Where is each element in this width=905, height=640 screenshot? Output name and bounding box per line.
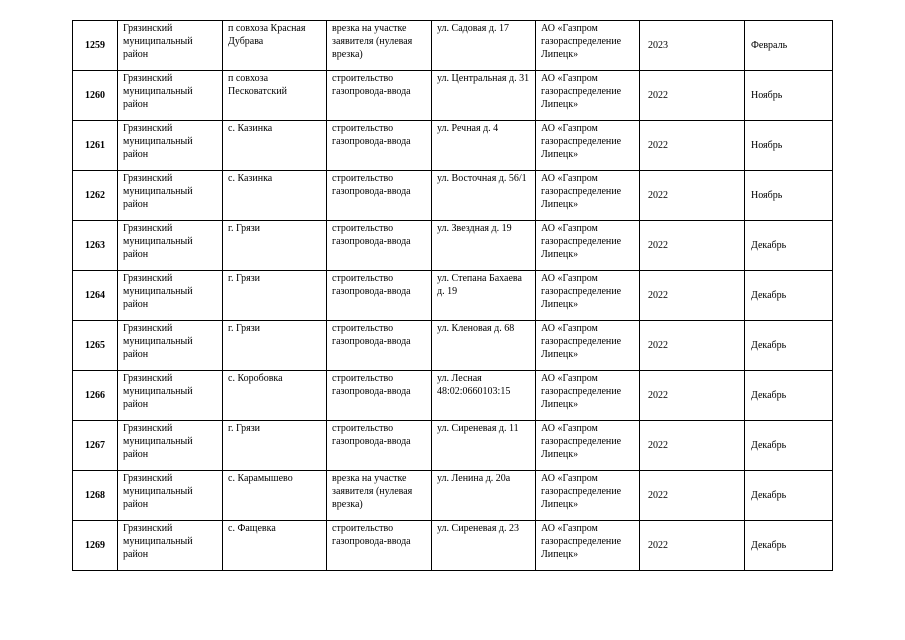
month-cell: Ноябрь [745,71,833,121]
district-cell: Грязинский муниципальный район [118,321,223,371]
address-cell: ул. Сиреневая д. 11 [432,421,536,471]
row-number: 1260 [73,71,118,121]
organization-cell: АО «Газпром газораспределение Липецк» [536,171,640,221]
row-number: 1266 [73,371,118,421]
year-cell: 2022 [640,221,745,271]
work-type-cell: строительство газопровода-ввода [327,171,432,221]
row-number: 1263 [73,221,118,271]
locality-cell: с. Коробовка [223,371,327,421]
locality-cell: п совхоза Красная Дубрава [223,21,327,71]
work-type-cell: строительство газопровода-ввода [327,521,432,571]
locality-cell: г. Грязи [223,271,327,321]
row-number: 1267 [73,421,118,471]
organization-cell: АО «Газпром газораспределение Липецк» [536,421,640,471]
district-cell: Грязинский муниципальный район [118,271,223,321]
month-cell: Декабрь [745,321,833,371]
address-cell: ул. Степана Бахаева д. 19 [432,271,536,321]
row-number: 1265 [73,321,118,371]
district-cell: Грязинский муниципальный район [118,71,223,121]
row-number: 1262 [73,171,118,221]
locality-cell: г. Грязи [223,321,327,371]
month-cell: Декабрь [745,271,833,321]
work-type-cell: строительство газопровода-ввода [327,271,432,321]
table-body [73,21,833,571]
district-cell: Грязинский муниципальный район [118,171,223,221]
locality-cell: г. Грязи [223,221,327,271]
address-cell: ул. Звездная д. 19 [432,221,536,271]
row-number: 1269 [73,521,118,571]
month-cell: Декабрь [745,521,833,571]
work-type-cell: строительство газопровода-ввода [327,421,432,471]
work-type-cell: строительство газопровода-ввода [327,321,432,371]
year-cell: 2022 [640,371,745,421]
month-cell: Февраль [745,21,833,71]
year-cell: 2022 [640,121,745,171]
work-type-cell: строительство газопровода-ввода [327,221,432,271]
table-row [73,371,833,421]
table-row [73,321,833,371]
row-number: 1261 [73,121,118,171]
district-cell: Грязинский муниципальный район [118,121,223,171]
organization-cell: АО «Газпром газораспределение Липецк» [536,321,640,371]
locality-cell: с. Казинка [223,171,327,221]
district-cell: Грязинский муниципальный район [118,521,223,571]
organization-cell: АО «Газпром газораспределение Липецк» [536,71,640,121]
district-cell: Грязинский муниципальный район [118,371,223,421]
year-cell: 2022 [640,271,745,321]
table-row [73,421,833,471]
district-cell: Грязинский муниципальный район [118,221,223,271]
year-cell: 2022 [640,321,745,371]
address-cell: ул. Речная д. 4 [432,121,536,171]
month-cell: Декабрь [745,421,833,471]
table-row [73,221,833,271]
row-number: 1268 [73,471,118,521]
year-cell: 2022 [640,521,745,571]
locality-cell: с. Фащевка [223,521,327,571]
address-cell: ул. Садовая д. 17 [432,21,536,71]
year-cell: 2022 [640,471,745,521]
organization-cell: АО «Газпром газораспределение Липецк» [536,271,640,321]
locality-cell: г. Грязи [223,421,327,471]
table-row [73,171,833,221]
month-cell: Ноябрь [745,121,833,171]
work-type-cell: врезка на участке заявителя (нулевая врезка) [327,471,432,521]
row-number: 1264 [73,271,118,321]
table-row [73,271,833,321]
locality-cell: с. Казинка [223,121,327,171]
work-type-cell: строительство газопровода-ввода [327,121,432,171]
table-row [73,521,833,571]
work-type-cell: врезка на участке заявителя (нулевая врезка) [327,21,432,71]
organization-cell: АО «Газпром газораспределение Липецк» [536,521,640,571]
address-cell: ул. Кленовая д. 68 [432,321,536,371]
row-number: 1259 [73,21,118,71]
year-cell: 2022 [640,71,745,121]
address-cell: ул. Центральная д. 31 [432,71,536,121]
table-row [73,471,833,521]
address-cell: ул. Восточная д. 56/1 [432,171,536,221]
organization-cell: АО «Газпром газораспределение Липецк» [536,21,640,71]
year-cell: 2023 [640,21,745,71]
table-row [73,121,833,171]
table-row [73,71,833,121]
month-cell: Декабрь [745,221,833,271]
address-cell: ул. Лесная 48:02:0660103:15 [432,371,536,421]
district-cell: Грязинский муниципальный район [118,21,223,71]
locality-cell: с. Карамышево [223,471,327,521]
table-row [73,21,833,71]
district-cell: Грязинский муниципальный район [118,471,223,521]
address-cell: ул. Сиреневая д. 23 [432,521,536,571]
organization-cell: АО «Газпром газораспределение Липецк» [536,471,640,521]
work-type-cell: строительство газопровода-ввода [327,371,432,421]
district-cell: Грязинский муниципальный район [118,421,223,471]
work-type-cell: строительство газопровода-ввода [327,71,432,121]
locality-cell: п совхоза Песковатский [223,71,327,121]
month-cell: Ноябрь [745,171,833,221]
month-cell: Декабрь [745,371,833,421]
connections-table [72,20,833,571]
organization-cell: АО «Газпром газораспределение Липецк» [536,371,640,421]
year-cell: 2022 [640,171,745,221]
month-cell: Декабрь [745,471,833,521]
address-cell: ул. Ленина д. 20а [432,471,536,521]
organization-cell: АО «Газпром газораспределение Липецк» [536,221,640,271]
organization-cell: АО «Газпром газораспределение Липецк» [536,121,640,171]
year-cell: 2022 [640,421,745,471]
